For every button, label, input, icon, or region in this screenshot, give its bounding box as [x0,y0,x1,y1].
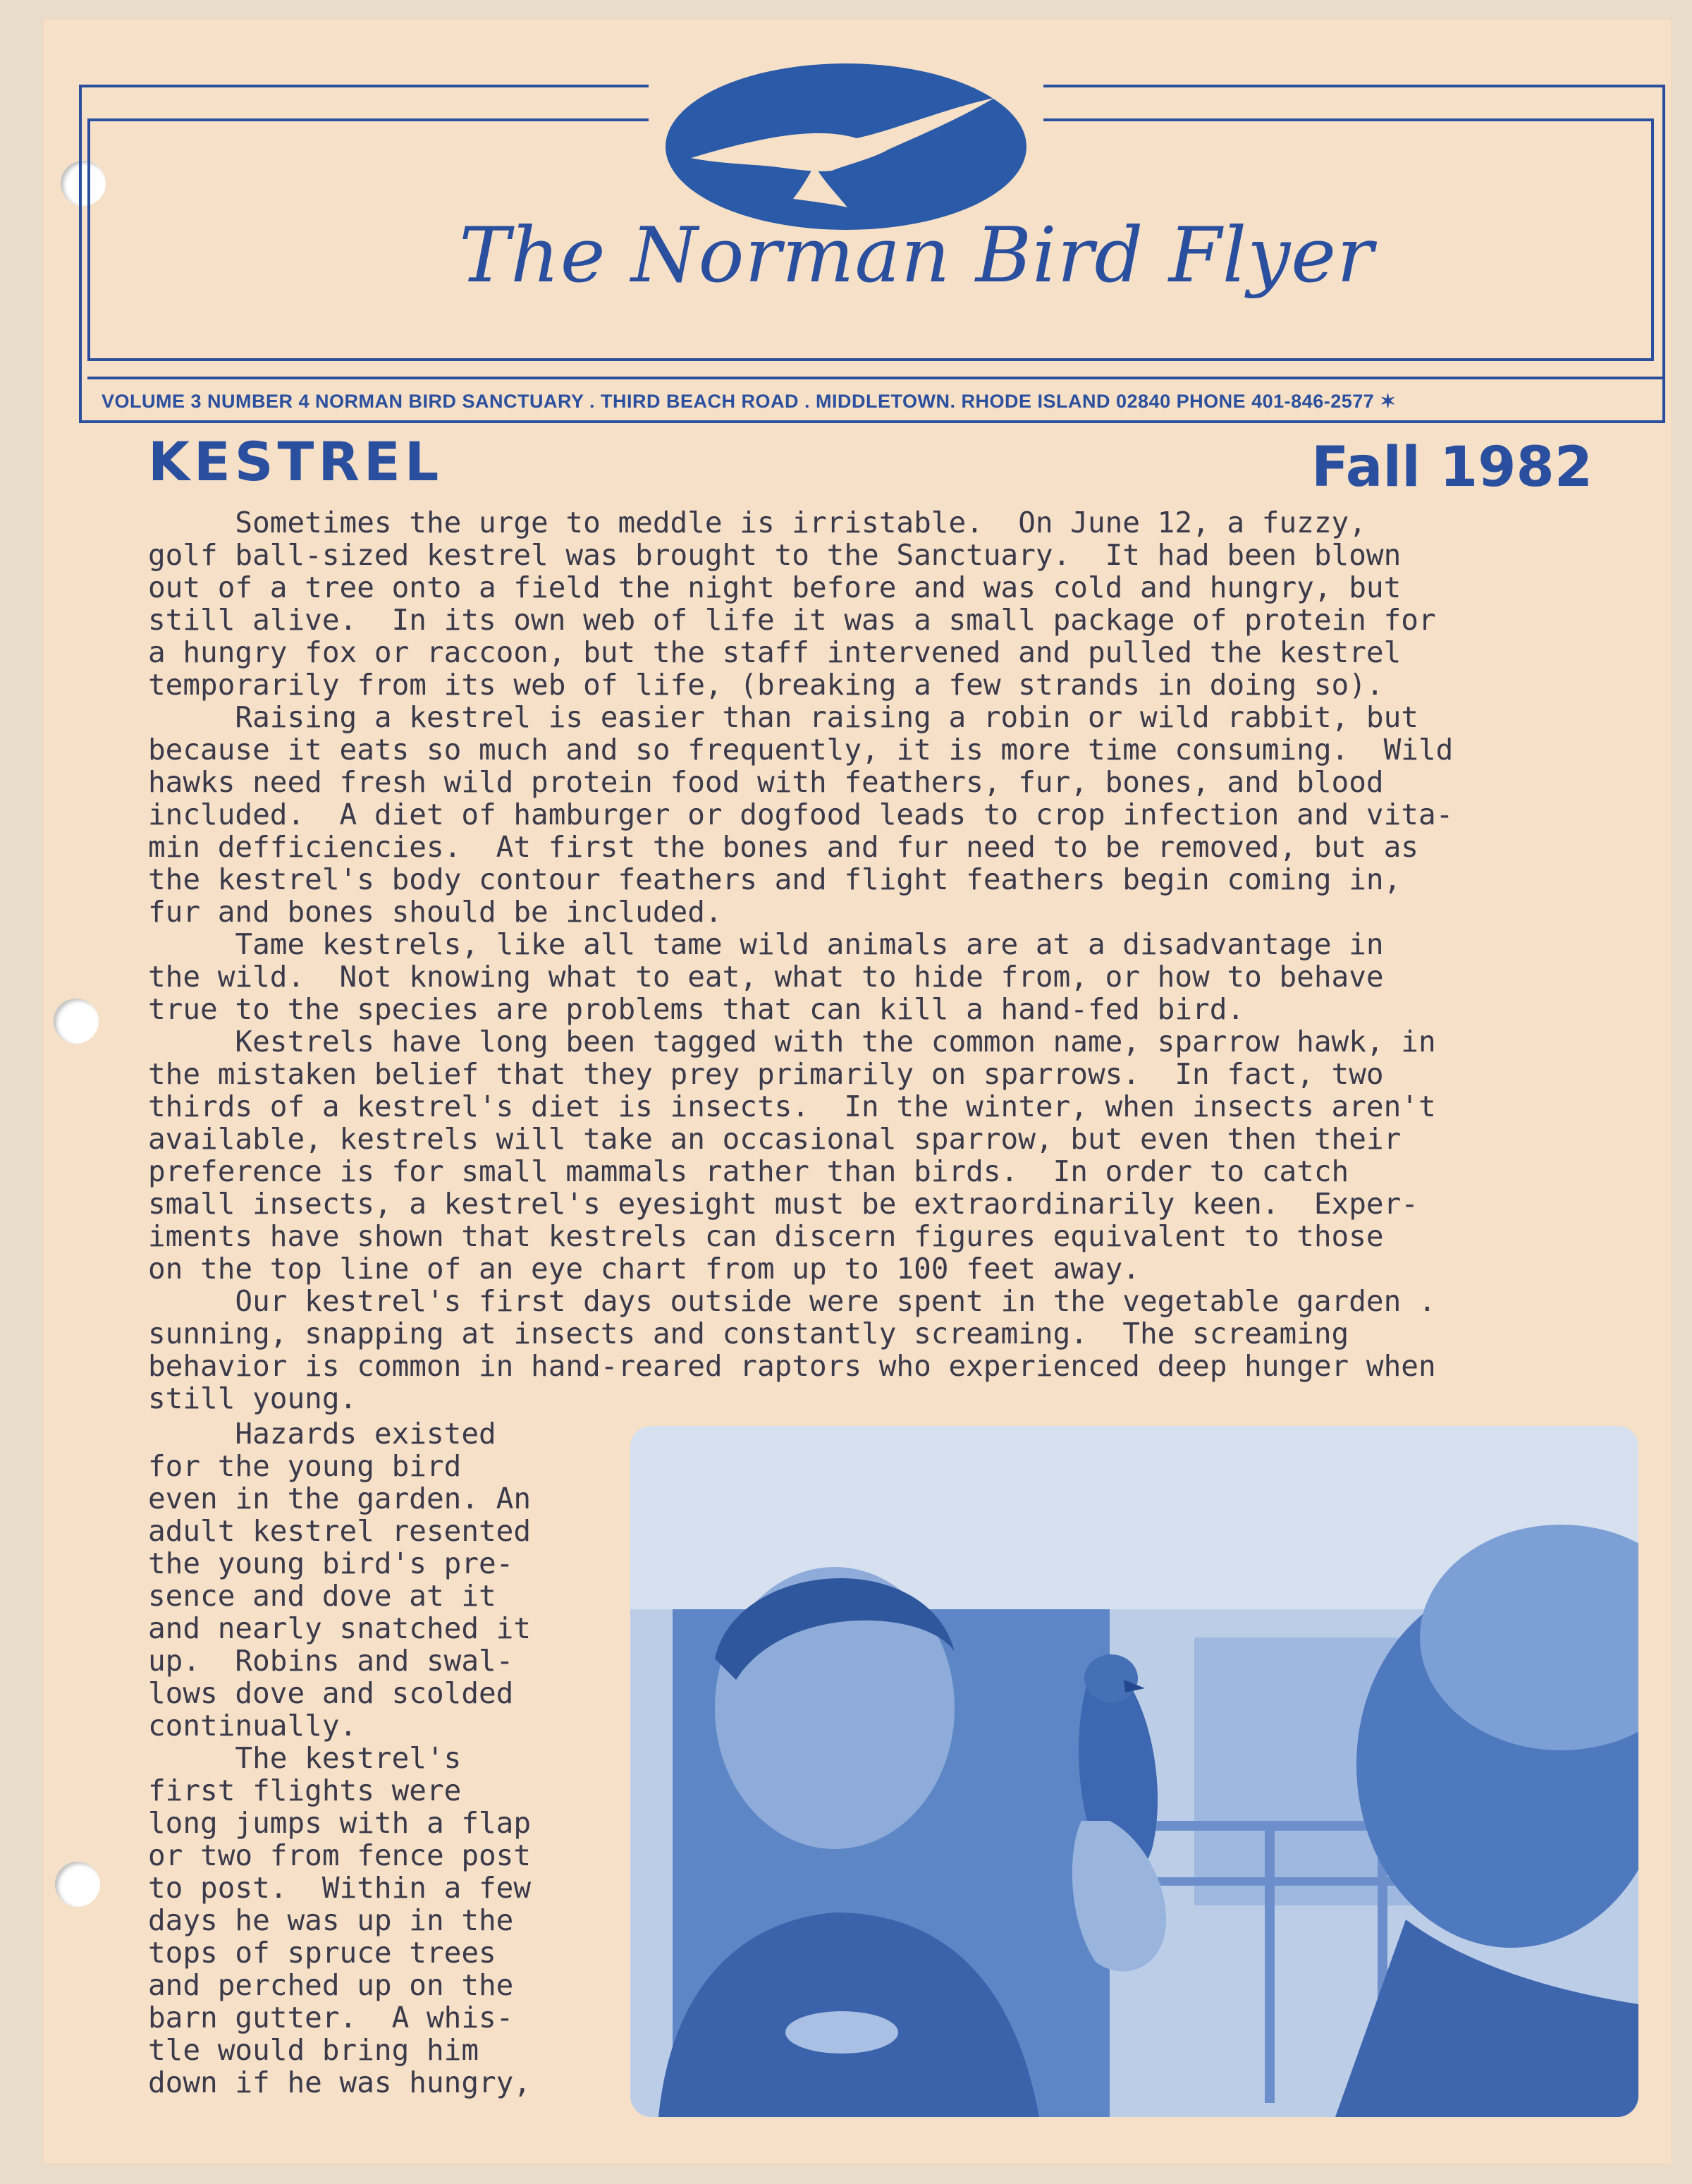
side-line: tle would bring him [148,2033,479,2067]
body-line: Raising a kestrel is easier than raising a robin or wild rabbit, but [148,700,1418,734]
body-line: Kestrels have long been tagged with the common name, sparrow hawk, in [148,1025,1436,1059]
body-line: the kestrel's body contour feathers and flight feathers begin coming in, [148,862,1402,896]
body-line: the wild. Not knowing what to eat, what to hide from, or how to behave [148,960,1384,994]
body-line: Our kestrel's first days outside were spent in the vegetable garden . [148,1284,1436,1318]
body-line: min defficiencies. At first the bones and fur need to be removed, but as [148,830,1418,864]
body-line: sunning, snapping at insects and constantly screaming. The screaming [148,1317,1349,1350]
side-line: for the young bird [148,1449,462,1483]
side-line: long jumps with a flap [148,1806,532,1840]
side-line: tops of spruce trees [148,1936,496,1970]
body-line: on the top line of an eye chart from up to 100 feet away. [148,1252,1140,1286]
side-line: even in the garden. An [148,1482,532,1515]
body-line: Tame kestrels, like all tame wild animals are at a disadvantage in [148,927,1384,961]
side-line: sence and dove at it [148,1579,496,1613]
side-line: first flights were [148,1774,462,1807]
article-body [148,506,1643,1415]
article-side-column [148,1417,627,2099]
side-line: The kestrel's [148,1741,462,1775]
body-line: included. A diet of hamburger or dogfood leads to crop infection and vita- [148,798,1454,831]
masthead-info-line: VOLUME 3 NUMBER 4 NORMAN BIRD SANCTUARY . THIRD BEACH ROAD . MIDDLETOWN. RHODE ISLAND 02840 PHONE 401-846-2577 ✶ [87,377,1665,419]
side-line: the young bird's pre- [148,1547,514,1580]
body-line: thirds of a kestrel's diet is insects. In the winter, when insects aren't [148,1090,1436,1123]
body-line: iments have shown that kestrels can discern figures equivalent to those [148,1219,1384,1253]
body-line: true to the species are problems that can kill a hand-fed bird. [148,992,1245,1026]
side-line: down if he was hungry, [148,2066,532,2099]
body-line: behavior is common in hand-reared raptors who experienced deep hunger when [148,1349,1436,1383]
body-line: hawks need fresh wild protein food with feathers, fur, bones, and blood [148,765,1384,799]
body-line: Sometimes the urge to meddle is irristable. On June 12, a fuzzy, [148,506,1366,539]
photo-illustration [630,1426,1638,2117]
side-line: barn gutter. A whis- [148,2001,514,2034]
side-line: days he was up in the [148,1903,514,1937]
body-line: fur and bones should be included. [148,895,723,929]
body-line: still alive. In its own web of life it was a small package of protein for [148,603,1436,637]
binder-hole-middle [54,999,99,1044]
side-line: lows dove and scolded [148,1676,514,1710]
body-line: temporarily from its web of life, (breaking a few strands in doing so). [148,668,1384,702]
body-line: available, kestrels will take an occasional sparrow, but even then their [148,1122,1402,1156]
side-line: and nearly snatched it [148,1611,532,1645]
body-line: golf ball-sized kestrel was brought to the Sanctuary. It had been blown [148,538,1402,572]
body-line: preference is for small mammals rather than birds. In order to catch [148,1154,1349,1188]
article-title: KESTREL [148,430,443,493]
side-line: and perched up on the [148,1968,514,2002]
side-line: to post. Within a few [148,1871,532,1905]
body-line: the mistaken belief that they prey primarily on sparrows. In fact, two [148,1057,1384,1091]
kestrel-photo [630,1426,1638,2117]
body-line: still young. [148,1381,357,1415]
body-line: small insects, a kestrel's eyesight must be extraordinarily keen. Exper- [148,1187,1418,1221]
body-line: out of a tree onto a field the night before and was cold and hungry, but [148,571,1402,604]
gull-in-flight-icon [663,59,1029,234]
newsletter-title: The Norman Bird Flyer [459,212,1374,300]
binder-hole-bottom [55,1862,100,1907]
side-line: adult kestrel resented [148,1514,532,1548]
side-line: or two from fence post [148,1838,532,1872]
side-line: continually. [148,1709,357,1743]
side-line: up. Robins and swal- [148,1644,514,1678]
side-line: Hazards existed [148,1417,496,1451]
issue-season: Fall 1982 [1311,436,1593,499]
body-line: because it eats so much and so frequently, it is more time consuming. Wild [148,733,1454,767]
body-line: a hungry fox or raccoon, but the staff intervened and pulled the kestrel [148,635,1402,669]
